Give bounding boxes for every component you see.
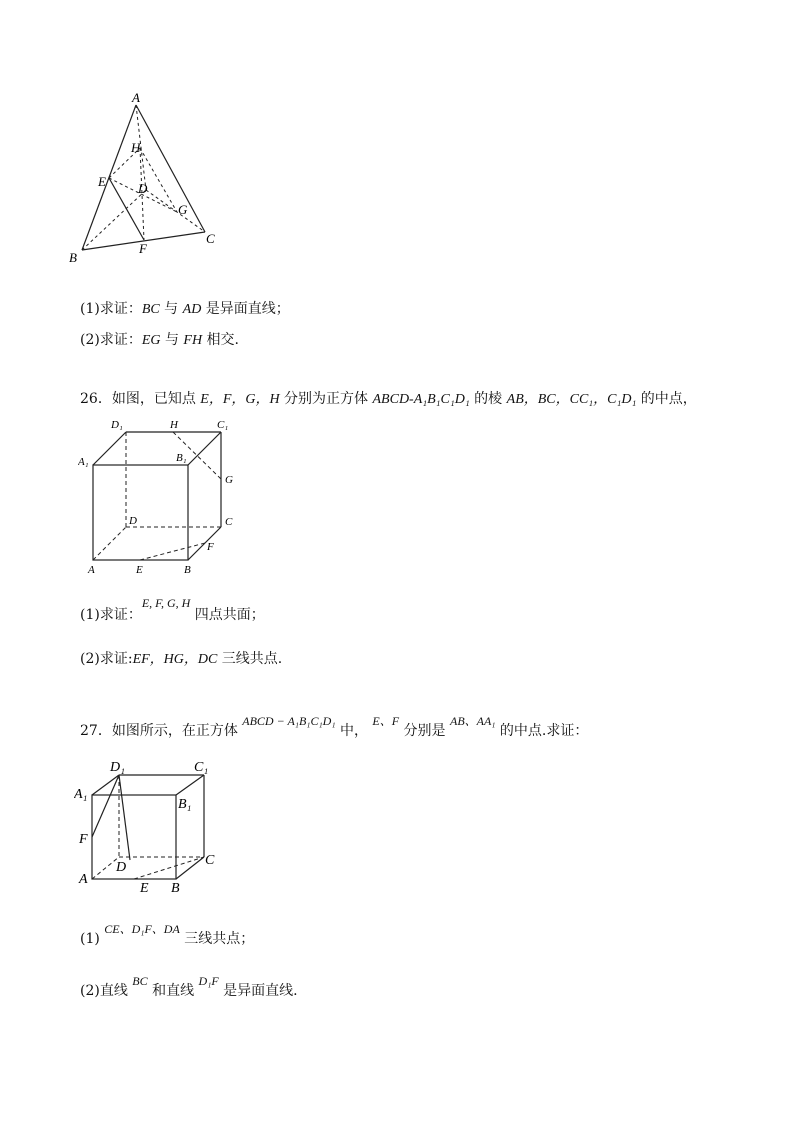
label-C: C [225, 516, 233, 528]
label-G: G [225, 474, 233, 486]
edge-BD [82, 190, 146, 250]
front-face [93, 465, 188, 560]
label-B: B [69, 250, 77, 265]
label-B: B [171, 881, 180, 896]
label-D1: D₁ [111, 419, 123, 431]
label-A1: A₁ [74, 787, 88, 802]
q26-part2-math: EF，HG，DC [132, 652, 218, 667]
label-D1: D₁ [110, 760, 125, 775]
q26-num: 26．如图，已知点 [80, 391, 201, 407]
q26-mid2: 的棱 [469, 391, 507, 407]
label-C: C [206, 231, 215, 246]
edge-B1C1 [188, 432, 221, 465]
q27-statement [80, 714, 589, 740]
q25-part1-a: BC [141, 302, 160, 317]
q27-part1-suffix: 三线共点； [179, 931, 255, 947]
label-A: A [88, 564, 95, 576]
q25-part1-suffix: 是异面直线； [201, 301, 290, 317]
q27-part2-a: BC [132, 974, 148, 988]
label-B1: B₁ [178, 797, 192, 812]
edge-AD [92, 857, 119, 879]
q26-statement [80, 390, 697, 409]
label-F: F [207, 541, 214, 553]
q26-edges: AB，BC，CC₁，C₁D₁ [506, 392, 637, 407]
edge-AC [136, 105, 205, 232]
q26-part2 [80, 650, 282, 669]
label-E: E [98, 174, 106, 189]
label-F: F [79, 832, 88, 847]
label-H: H [170, 419, 178, 431]
label-E: E [136, 564, 143, 576]
q26-part1-suffix: 四点共面； [190, 607, 265, 623]
edge-A1D1 [93, 432, 126, 465]
label-B: B [184, 564, 191, 576]
q27-part1 [80, 922, 255, 948]
line-EF [140, 543, 205, 560]
label-D: D [138, 181, 148, 196]
q27-part2-suffix: 是异面直线. [218, 983, 298, 999]
q26-points: E，F，G，H [200, 392, 280, 407]
q25-part2-mid: 与 [160, 332, 184, 348]
q27-end: 的中点.求证： [495, 723, 589, 739]
q25-part2-a: EG [141, 333, 161, 348]
q27-part1-prefix: (1) [80, 931, 105, 947]
q27-part2-mid: 和直线 [147, 983, 199, 999]
q26-end: 的中点， [636, 391, 697, 407]
q27-part2-prefix: (2)直线 [80, 983, 133, 999]
q27-edges: AB、AA₁ [449, 714, 496, 728]
q25-part2-b: FH [183, 333, 203, 348]
label-D: D [116, 860, 127, 875]
q27-cube: ABCD − A₁B₁C₁D₁ [242, 714, 336, 728]
edge-BC [176, 857, 204, 879]
label-C: C [205, 853, 215, 868]
q27-num: 27．如图所示，在正方体 [80, 723, 243, 739]
label-C1: C₁ [194, 760, 209, 775]
q26-part1-prefix: (1)求证： [80, 607, 142, 623]
label-A: A [79, 872, 88, 887]
q25-part1-mid: 与 [159, 301, 183, 317]
q26-part1 [80, 596, 265, 624]
label-A: A [132, 90, 140, 105]
q26-cube: ABCD-A₁B₁C₁D₁ [372, 392, 470, 407]
q25-part1 [80, 300, 290, 319]
cube-figure-q27 [74, 752, 224, 900]
line-EC [134, 857, 204, 879]
label-A1: A₁ [78, 456, 89, 468]
q26-part2-suffix: 三线共点. [217, 651, 283, 667]
edge-B1C1 [176, 775, 204, 795]
q25-part2-suffix: 相交. [202, 332, 239, 348]
line-D1D [119, 775, 130, 860]
edge-AD [93, 527, 126, 560]
label-F: F [139, 241, 147, 256]
q27-part2-b: D₁F [198, 974, 219, 988]
q25-part1-b: AD [182, 302, 202, 317]
q27-part2 [80, 974, 298, 1000]
label-E: E [140, 881, 149, 896]
q27-ef: E、F [372, 714, 400, 728]
tetrahedron-figure [60, 90, 240, 270]
q25-part2-prefix: (2)求证： [80, 332, 142, 348]
label-C1: C₁ [217, 419, 229, 431]
q25-part2 [80, 331, 239, 350]
q26-part1-math: E, F, G, H [141, 596, 191, 610]
cube-figure-q26 [78, 415, 248, 580]
q27-mid2: 分别是 [399, 723, 450, 739]
q27-part1-math: CE、D₁F、DA [104, 922, 180, 936]
q26-mid: 分别为正方体 [279, 391, 373, 407]
q27-mid: 中， [335, 723, 373, 739]
label-D: D [129, 515, 137, 527]
label-H: H [131, 140, 141, 155]
label-B1: B₁ [176, 452, 187, 464]
label-G: G [178, 202, 188, 217]
q25-part1-prefix: (1)求证： [80, 301, 142, 317]
q26-part2-prefix: (2)求证: [80, 651, 133, 667]
